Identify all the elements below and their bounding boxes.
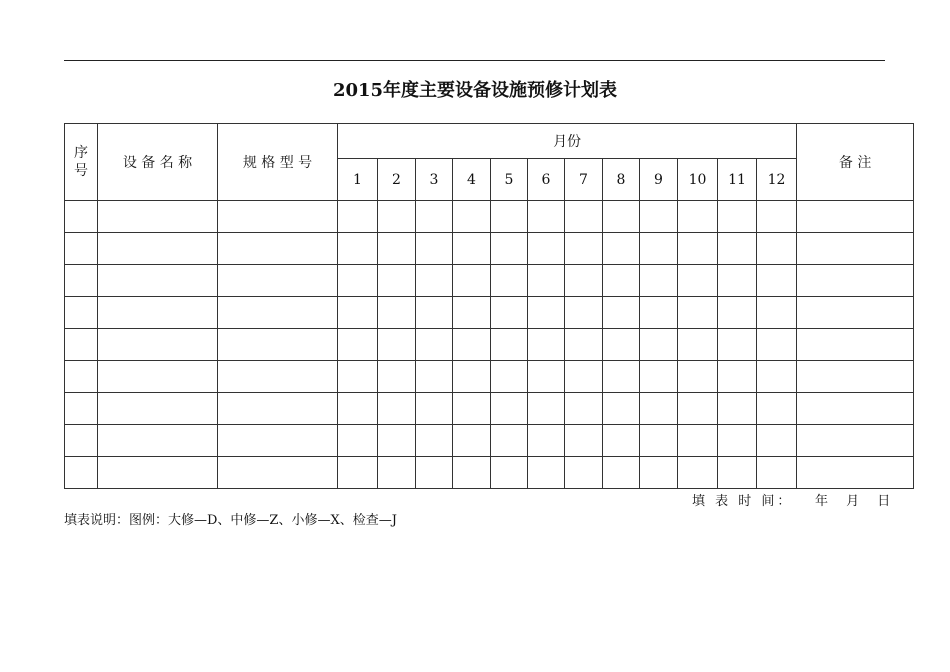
month-cell-8[interactable]: [603, 233, 640, 265]
month-cell-4[interactable]: [453, 329, 491, 361]
month-cell-12[interactable]: [757, 361, 797, 393]
month-cell-3[interactable]: [416, 297, 453, 329]
remark-cell[interactable]: [797, 457, 914, 489]
equipment-name-cell[interactable]: [98, 393, 218, 425]
seq-cell[interactable]: [65, 297, 98, 329]
model-cell[interactable]: [218, 201, 338, 233]
month-cell-12[interactable]: [757, 201, 797, 233]
month-cell-11[interactable]: [718, 425, 757, 457]
month-cell-4[interactable]: [453, 297, 491, 329]
month-cell-6[interactable]: [528, 457, 565, 489]
month-cell-12[interactable]: [757, 265, 797, 297]
month-cell-9[interactable]: [640, 201, 678, 233]
remark-cell[interactable]: [797, 233, 914, 265]
month-cell-5[interactable]: [491, 233, 528, 265]
fill-time-label: 填 表 时 间：: [692, 494, 794, 509]
month-cell-9[interactable]: [640, 265, 678, 297]
header-equipment-name: 设 备 名 称: [98, 124, 218, 201]
model-cell[interactable]: [218, 393, 338, 425]
month-cell-6[interactable]: [528, 297, 565, 329]
model-cell[interactable]: [218, 297, 338, 329]
remark-cell[interactable]: [797, 201, 914, 233]
equipment-name-cell[interactable]: [98, 265, 218, 297]
month-cell-10[interactable]: [678, 425, 718, 457]
month-cell-11[interactable]: [718, 201, 757, 233]
month-cell-7[interactable]: [565, 233, 603, 265]
month-cell-9[interactable]: [640, 457, 678, 489]
month-cell-8[interactable]: [603, 425, 640, 457]
month-cell-4[interactable]: [453, 233, 491, 265]
month-cell-1[interactable]: [338, 425, 378, 457]
month-cell-12[interactable]: [757, 393, 797, 425]
table-row: [65, 361, 914, 393]
month-cell-12[interactable]: [757, 329, 797, 361]
month-cell-4[interactable]: [453, 393, 491, 425]
model-cell[interactable]: [218, 265, 338, 297]
month-cell-6[interactable]: [528, 361, 565, 393]
month-cell-4[interactable]: [453, 457, 491, 489]
month-cell-7[interactable]: [565, 425, 603, 457]
month-header-8: 8: [603, 159, 640, 201]
model-cell[interactable]: [218, 457, 338, 489]
month-header-4: 4: [453, 159, 491, 201]
month-cell-8[interactable]: [603, 457, 640, 489]
month-cell-2[interactable]: [378, 361, 416, 393]
month-cell-11[interactable]: [718, 361, 757, 393]
month-header-1: 1: [338, 159, 378, 201]
month-cell-6[interactable]: [528, 425, 565, 457]
month-cell-11[interactable]: [718, 393, 757, 425]
table-row: [65, 393, 914, 425]
month-cell-8[interactable]: [603, 265, 640, 297]
month-cell-1[interactable]: [338, 265, 378, 297]
plan-body: [65, 201, 914, 489]
remark-cell[interactable]: [797, 265, 914, 297]
month-header-2: 2: [378, 159, 416, 201]
month-cell-3[interactable]: [416, 425, 453, 457]
top-rule: [64, 60, 885, 61]
month-cell-3[interactable]: [416, 457, 453, 489]
month-header-3: 3: [416, 159, 453, 201]
month-cell-11[interactable]: [718, 265, 757, 297]
month-cell-9[interactable]: [640, 393, 678, 425]
legend-note: 填表说明：图例：大修—D、中修—Z、小修—X、检查—J: [64, 513, 397, 528]
seq-cell[interactable]: [65, 201, 98, 233]
remark-cell[interactable]: [797, 361, 914, 393]
month-header-7: 7: [565, 159, 603, 201]
month-cell-1[interactable]: [338, 457, 378, 489]
table-row: [65, 265, 914, 297]
seq-cell[interactable]: [65, 329, 98, 361]
seq-cell[interactable]: [65, 393, 98, 425]
equipment-name-cell[interactable]: [98, 201, 218, 233]
month-cell-5[interactable]: [491, 265, 528, 297]
month-cell-1[interactable]: [338, 297, 378, 329]
month-header-11: 11: [718, 159, 757, 201]
month-cell-1[interactable]: [338, 233, 378, 265]
month-cell-10[interactable]: [678, 457, 718, 489]
table-row: [65, 329, 914, 361]
remark-cell[interactable]: [797, 393, 914, 425]
seq-cell[interactable]: [65, 457, 98, 489]
month-cell-9[interactable]: [640, 233, 678, 265]
month-cell-9[interactable]: [640, 425, 678, 457]
table-row: [65, 425, 914, 457]
header-remark: 备 注: [797, 124, 914, 201]
header-model: 规 格 型 号: [218, 124, 338, 201]
equipment-name-cell[interactable]: [98, 233, 218, 265]
header-seq-line-1: 序: [74, 145, 88, 161]
month-cell-4[interactable]: [453, 265, 491, 297]
month-cell-2[interactable]: [378, 233, 416, 265]
seq-cell[interactable]: [65, 361, 98, 393]
month-cell-2[interactable]: [378, 457, 416, 489]
month-cell-6[interactable]: [528, 393, 565, 425]
month-cell-7[interactable]: [565, 297, 603, 329]
table-row: [65, 233, 914, 265]
month-cell-3[interactable]: [416, 393, 453, 425]
month-cell-7[interactable]: [565, 361, 603, 393]
month-cell-2[interactable]: [378, 265, 416, 297]
month-cell-3[interactable]: [416, 265, 453, 297]
header-seq-line-2: 号: [74, 163, 88, 179]
month-cell-12[interactable]: [757, 425, 797, 457]
month-cell-8[interactable]: [603, 297, 640, 329]
month-header-6: 6: [528, 159, 565, 201]
month-cell-12[interactable]: [757, 233, 797, 265]
header-seq: [65, 124, 98, 201]
month-cell-9[interactable]: [640, 329, 678, 361]
remark-cell[interactable]: [797, 329, 914, 361]
seq-cell[interactable]: [65, 265, 98, 297]
month-cell-7[interactable]: [565, 265, 603, 297]
month-cell-10[interactable]: [678, 265, 718, 297]
month-cell-5[interactable]: [491, 201, 528, 233]
month-cell-2[interactable]: [378, 297, 416, 329]
month-cell-6[interactable]: [528, 265, 565, 297]
month-cell-2[interactable]: [378, 393, 416, 425]
equipment-name-cell[interactable]: [98, 329, 218, 361]
month-cell-7[interactable]: [565, 457, 603, 489]
month-header-12: 12: [757, 159, 797, 201]
equipment-name-cell[interactable]: [98, 361, 218, 393]
month-cell-12[interactable]: [757, 457, 797, 489]
month-cell-7[interactable]: [565, 329, 603, 361]
equipment-name-cell[interactable]: [98, 425, 218, 457]
month-cell-2[interactable]: [378, 201, 416, 233]
month-cell-5[interactable]: [491, 329, 528, 361]
month-cell-10[interactable]: [678, 201, 718, 233]
month-cell-8[interactable]: [603, 329, 640, 361]
month-cell-1[interactable]: [338, 393, 378, 425]
maintenance-plan-table: [64, 123, 914, 489]
month-cell-3[interactable]: [416, 329, 453, 361]
equipment-name-cell[interactable]: [98, 457, 218, 489]
month-cell-9[interactable]: [640, 361, 678, 393]
month-cell-6[interactable]: [528, 233, 565, 265]
model-cell[interactable]: [218, 329, 338, 361]
month-header-5: 5: [491, 159, 528, 201]
month-cell-10[interactable]: [678, 329, 718, 361]
month-header-10: 10: [678, 159, 718, 201]
seq-cell[interactable]: [65, 233, 98, 265]
table-row: [65, 201, 914, 233]
month-cell-10[interactable]: [678, 393, 718, 425]
month-cell-1[interactable]: [338, 201, 378, 233]
month-header-9: 9: [640, 159, 678, 201]
month-cell-8[interactable]: [603, 393, 640, 425]
month-cell-11[interactable]: [718, 457, 757, 489]
month-cell-3[interactable]: [416, 233, 453, 265]
month-cell-11[interactable]: [718, 297, 757, 329]
month-cell-2[interactable]: [378, 425, 416, 457]
month-cell-1[interactable]: [338, 329, 378, 361]
model-cell[interactable]: [218, 233, 338, 265]
month-cell-5[interactable]: [491, 425, 528, 457]
month-cell-6[interactable]: [528, 329, 565, 361]
month-cell-4[interactable]: [453, 425, 491, 457]
month-cell-6[interactable]: [528, 201, 565, 233]
page-title: 2015年度主要设备设施预修计划表: [332, 80, 618, 101]
month-cell-5[interactable]: [491, 297, 528, 329]
month-cell-10[interactable]: [678, 233, 718, 265]
month-cell-3[interactable]: [416, 201, 453, 233]
month-cell-5[interactable]: [491, 457, 528, 489]
month-cell-11[interactable]: [718, 329, 757, 361]
month-cell-3[interactable]: [416, 361, 453, 393]
month-cell-4[interactable]: [453, 201, 491, 233]
month-cell-10[interactable]: [678, 361, 718, 393]
header-month: 月份: [338, 124, 797, 159]
month-cell-5[interactable]: [491, 361, 528, 393]
fill-date: 年 月 日: [815, 494, 891, 509]
month-cell-7[interactable]: [565, 201, 603, 233]
month-cell-10[interactable]: [678, 297, 718, 329]
month-cell-8[interactable]: [603, 201, 640, 233]
month-cell-8[interactable]: [603, 361, 640, 393]
month-cell-4[interactable]: [453, 361, 491, 393]
model-cell[interactable]: [218, 361, 338, 393]
month-cell-12[interactable]: [757, 297, 797, 329]
month-cell-2[interactable]: [378, 329, 416, 361]
table-row: [65, 457, 914, 489]
month-cell-1[interactable]: [338, 361, 378, 393]
month-cell-9[interactable]: [640, 297, 678, 329]
equipment-name-cell[interactable]: [98, 297, 218, 329]
table-row: [65, 297, 914, 329]
model-cell[interactable]: [218, 425, 338, 457]
seq-cell[interactable]: [65, 425, 98, 457]
remark-cell[interactable]: [797, 297, 914, 329]
month-cell-7[interactable]: [565, 393, 603, 425]
month-cell-5[interactable]: [491, 393, 528, 425]
month-cell-11[interactable]: [718, 233, 757, 265]
remark-cell[interactable]: [797, 425, 914, 457]
